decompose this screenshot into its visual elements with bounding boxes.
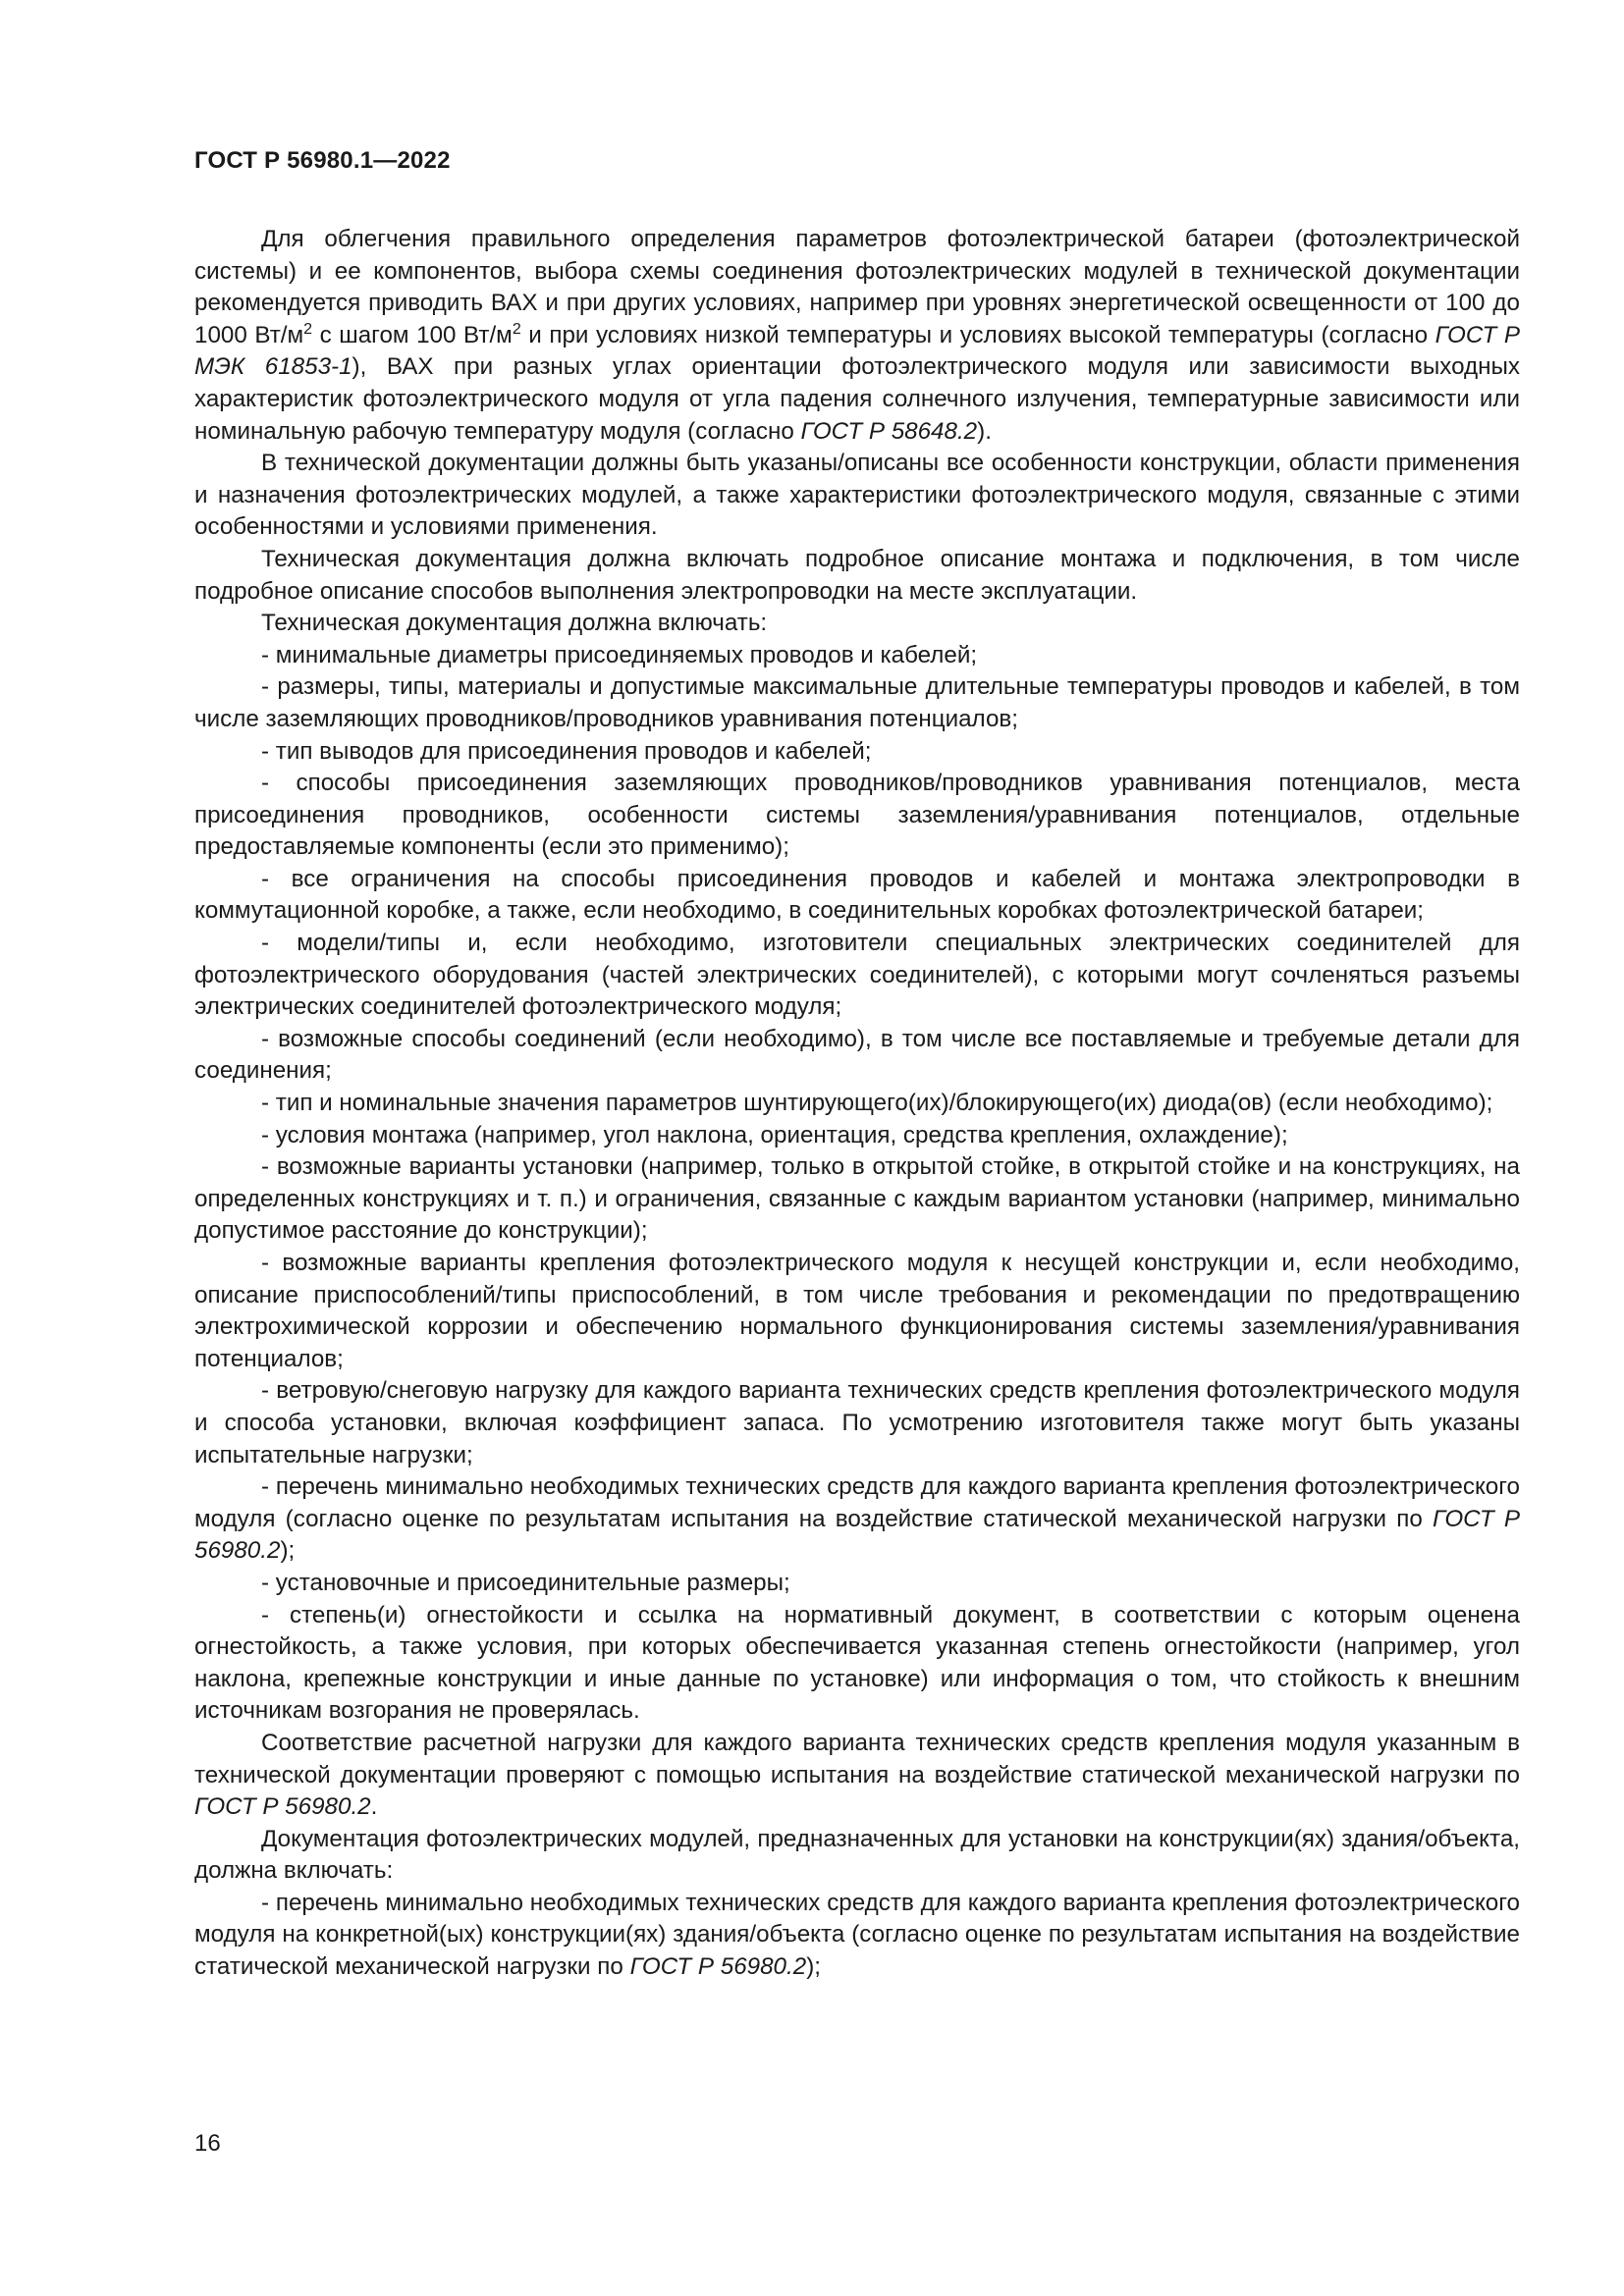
standard-reference: ГОСТ Р 58648.2 <box>800 417 978 445</box>
list-item: - возможные варианты крепления фотоэлектрического модуля к несущей конструкции и, если необходимо, описание приспособлений/типы приспособлений, в том числе требования и рекомендации по предотвращению электрохимической коррозии и обеспечению нормального функционирования системы заземления/уравнивания потенциалов; <box>194 1250 1520 1372</box>
paragraph: Соответствие расчетной нагрузки для каждого варианта технических средств крепления модуля указанным в технической документации проверяют с помощью испытания на воздействие статической механической нагрузки по ГОСТ Р 56980.2. <box>194 1729 1520 1821</box>
standard-reference: ГОСТ Р 56980.2 <box>194 1793 371 1821</box>
paragraph-iv-curves: Для облегчения правильного определения параметров фотоэлектрической батареи (фотоэлектрической системы) и ее компонентов, выбора схемы соединения фотоэлектрических модулей в технической документации рекомендуется приводить ВАХ и при других условиях, например при уровнях энергетической освещенности от 100 до 1000 $Вт/м^2$ с шагом 100 $Вт/м^2$ и при условиях низкой температуры и условиях высокой температуры (согласно ГОСТ Р МЭК 61853-1), ВАХ при разных углах ориентации фотоэлектрического модуля или зависимости выходных характеристик фотоэлектрического модуля от угла падения солнечного излучения, температурные зависимости или номинальную рабочую температуру модуля (согласно ГОСТ Р 58648.2). <box>194 226 1520 445</box>
document-header: ГОСТ Р 56980.1—2022 <box>194 147 451 174</box>
list-item: - тип и номинальные значения параметров шунтирующего(их)/блокирующего(их) диода(ов) (если необходимо); <box>261 1090 1493 1117</box>
list-item: - перечень минимально необходимых технических средств для каждого варианта крепления фотоэлектрического модуля на конкретной(ых) конструкции(ях) здания/объекта (согласно оценке по результатам испытания на воздействие статической механической нагрузки по ГОСТ Р 56980.2); <box>194 1889 1520 1981</box>
paragraph: Документация фотоэлектрических модулей, предназначенных для установки на конструкции(ях) здания/объекта, должна включать: <box>194 1825 1520 1885</box>
paragraph: В технической документации должны быть указаны/описаны все особенности конструкции, области применения и назначения фотоэлектрических модулей, а также характеристики фотоэлектрического модуля, связанные с этими особенностями и условиями применения. <box>194 450 1520 541</box>
list-item: - степень(и) огнестойкости и ссылка на нормативный документ, в соответствии с которым оценена огнестойкость, а также условия, при которых обеспечивается указанная степень огнестойкости (например, угол наклона, крепежные конструкции и иные данные по установке) или информация о том, что стойкость к внешним источникам возгорания не проверялась. <box>194 1601 1520 1725</box>
standard-reference: ГОСТ Р 56980.2 <box>194 1505 1520 1565</box>
list-item: - тип выводов для присоединения проводов и кабелей; <box>261 737 872 765</box>
list-item: - ветровую/снеговую нагрузку для каждого варианта технических средств крепления фотоэлектрического модуля и способа установки, включая коэффициент запаса. По усмотрению изготовителя также могут быть указаны испытательные нагрузки; <box>194 1377 1520 1468</box>
paragraph: Техническая документация должна включать: <box>261 610 768 637</box>
list-item: - условия монтажа (например, угол наклона, ориентация, средства крепления, охлаждение); <box>261 1121 1288 1148</box>
list-item: - установочные и присоединительные размеры; <box>261 1569 790 1596</box>
standard-reference: ГОСТ Р 56980.2 <box>629 1953 807 1981</box>
paragraph: Техническая документация должна включать подробное описание монтажа и подключения, в том числе подробное описание способов выполнения электропроводки на месте эксплуатации. <box>194 545 1520 605</box>
list-item: - способы присоединения заземляющих проводников/проводников уравнивания потенциалов, места присоединения проводников, особенности системы заземления/уравнивания потенциалов, отдельные предоставляемые компоненты (если это применимо); <box>194 770 1520 861</box>
list-item: - все ограничения на способы присоединения проводов и кабелей и монтажа электропроводки в коммутационной коробке, а также, если необходимо, в соединительных коробках фотоэлектрической батареи; <box>194 865 1520 925</box>
list-item: - модели/типы и, если необходимо, изготовители специальных электрических соединителей для фотоэлектрического оборудования (частей электрических соединителей), с которыми могут сочленяться разъемы электрических соединителей фотоэлектрического модуля; <box>194 930 1520 1021</box>
document-body <box>194 224 1520 1984</box>
page-number: 16 <box>194 2130 221 2157</box>
list-item: - возможные способы соединений (если необходимо), в том числе все поставляемые и требуемые детали для соединения; <box>194 1025 1520 1085</box>
list-item: - размеры, типы, материалы и допустимые максимальные длительные температуры проводов и кабелей, в том числе заземляющих проводников/проводников уравнивания потенциалов; <box>194 673 1520 732</box>
list-item: - перечень минимально необходимых технических средств для каждого варианта крепления фотоэлектрического модуля (согласно оценке по результатам испытания на воздействие статической механической нагрузки по ГОСТ Р 56980.2); <box>194 1473 1520 1565</box>
list-item: - минимальные диаметры присоединяемых проводов и кабелей; <box>261 641 978 668</box>
standard-reference: ГОСТ Р МЭК 61853-1 <box>194 321 1520 381</box>
list-item: - возможные варианты установки (например, только в открытой стойке, в открытой стойке и на конструкциях, на определенных конструкциях и т. п.) и ограничения, связанные с каждым вариантом установки (например, минимально допустимое расстояние до конструкции); <box>194 1153 1520 1245</box>
